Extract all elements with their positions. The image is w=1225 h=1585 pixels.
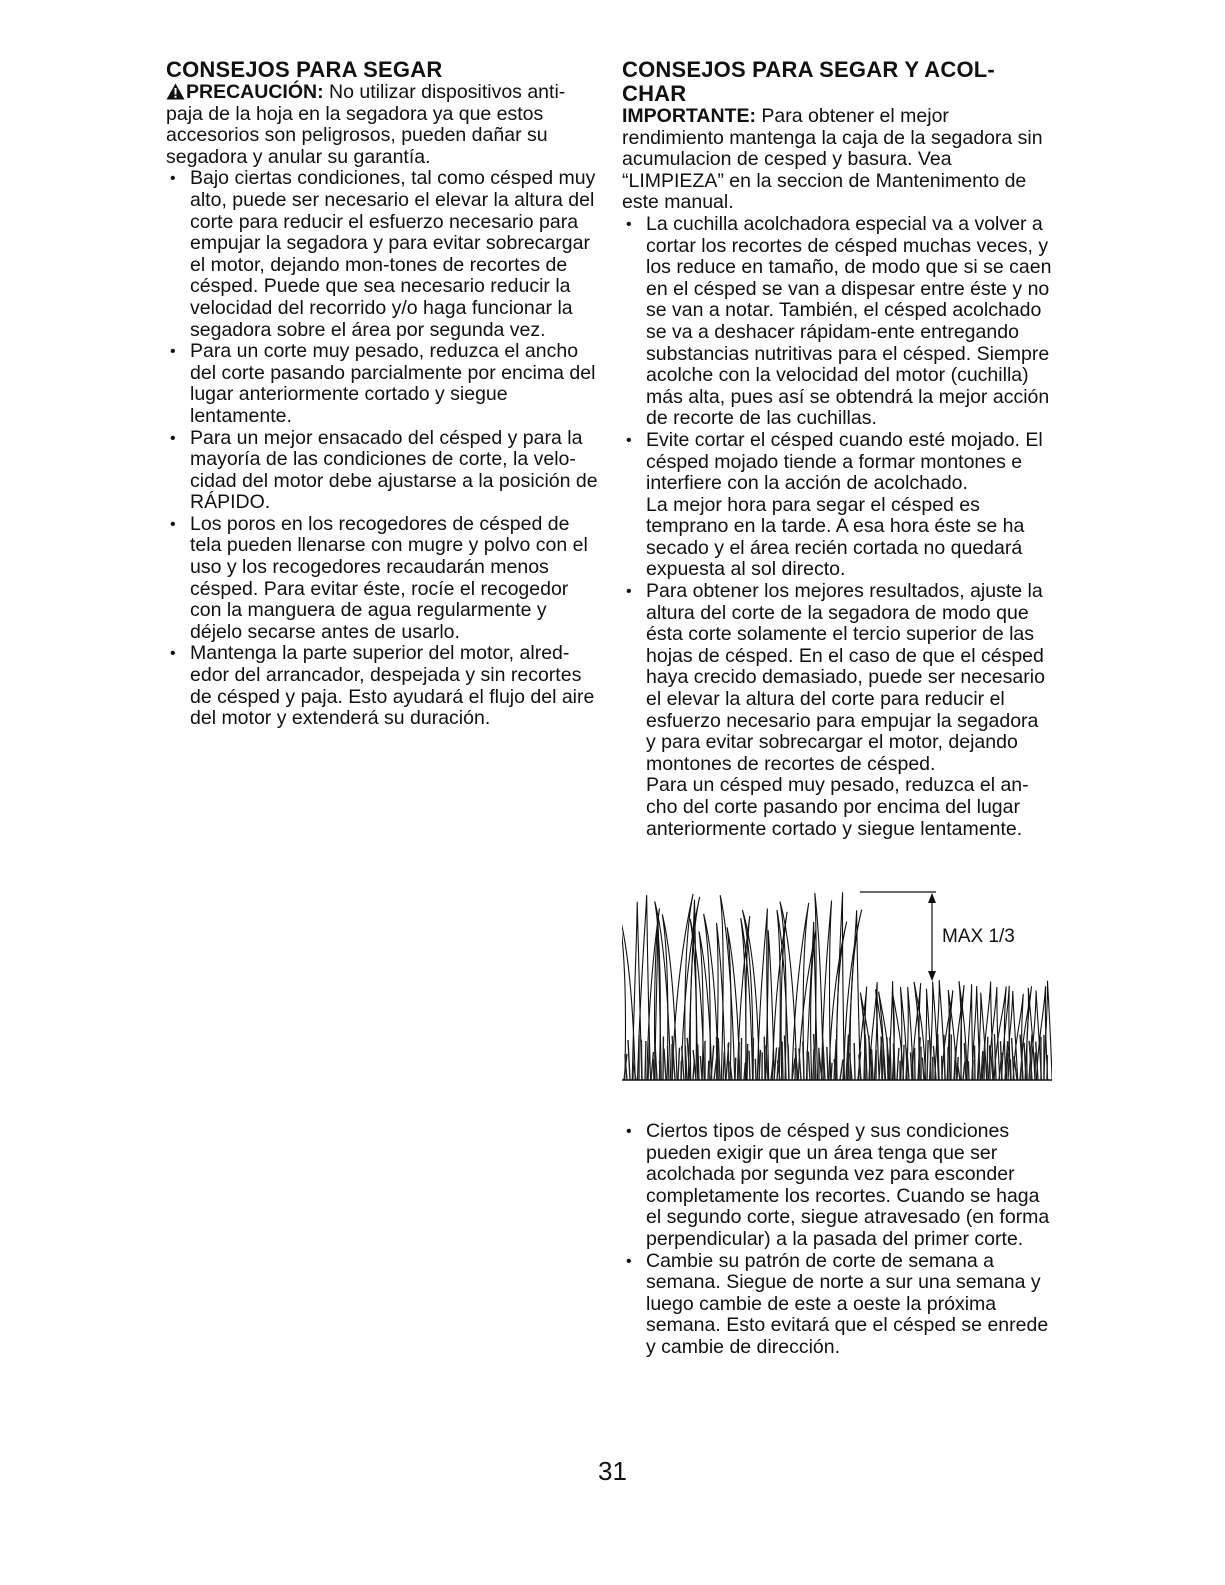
grass-shading	[927, 1040, 928, 1080]
list-item: • Los poros en los recogedores de césped de tela pueden llenarse con mugre y polvo con el uso y los recogedores recaudarán menos césped. Para evitar éste, rocíe el recogedor con la manguera de agua regularmente y déjelo secarse antes de usarlo.	[166, 514, 598, 644]
grass-blade	[869, 982, 879, 1080]
grass-shading	[984, 1044, 985, 1080]
mowing-tips-list	[166, 168, 598, 729]
tall-grass	[622, 892, 862, 1080]
grass-shading	[782, 1041, 783, 1080]
section-title-mowing-tips: CONSEJOS PARA SEGAR	[166, 57, 443, 82]
grass-shading	[808, 1052, 810, 1080]
important-text: Para obtener el mejor rendimiento mantenga la caja de la segadora sin acumulacion de cesped y basura. Vea “LIMPIEZA” en la seccion de Mantenimento de este manual.	[622, 105, 1043, 214]
grass-shading	[735, 1058, 736, 1080]
list-item: • Para un mejor ensacado del césped y para la mayoría de las condiciones de corte, la velo-cidad del motor debe ajustarse a la posición de RÁPIDO.	[166, 428, 598, 514]
grass-shading	[700, 1056, 702, 1080]
grass-shading	[911, 1052, 912, 1080]
list-item: • La cuchilla acolchadora especial va a volver a cortar los recortes de césped muchas veces, y los reduce en tamaño, de modo que si se caen en el césped se van a dispesar entre éste y no se van a notar. También, el césped acolchado se va a deshacer rápidam-ente entregando substancias nutritivas para el césped. Siempre acolche con la velocidad del motor (cuchilla) más alta, pues así se obtendrá la mejor acción de recorte de las cuchillas.	[622, 214, 1052, 430]
list-item: • Mantenga la parte superior del motor, alred-edor del arrancador, despejada y sin recortes de césped y paja. Esto ayudará el flujo del aire del motor y extenderá su duración.	[166, 643, 598, 729]
grass-shading	[741, 1038, 742, 1080]
grass-shading	[664, 1049, 666, 1080]
important-label: IMPORTANTE:	[622, 105, 756, 127]
grass-shading	[893, 1043, 894, 1080]
grass-shading	[755, 1059, 756, 1080]
list-item: • Para un corte muy pesado, reduzca el ancho del corte pasando parcialmente por encima del lugar anteriormente cortado y siegue lentamente.	[166, 341, 598, 427]
important-paragraph	[622, 106, 1052, 214]
grass-shading	[963, 1062, 965, 1080]
right-column	[622, 58, 1052, 840]
grass-shading	[897, 1048, 899, 1080]
grass-shading	[890, 1037, 891, 1080]
grass-shading	[903, 1045, 904, 1080]
left-column	[166, 58, 598, 730]
list-item	[622, 581, 1052, 840]
short-grass	[859, 980, 1052, 1080]
grass-shading	[716, 1037, 717, 1080]
right-column-lower	[622, 1121, 1052, 1359]
grass-shading	[1024, 1043, 1026, 1080]
grass-shading	[788, 1044, 789, 1080]
grass-shading	[827, 1047, 828, 1080]
grass-shading	[641, 1040, 642, 1080]
grass-cut-height-figure	[622, 884, 1052, 1100]
mulching-tips-list-continued	[622, 1121, 1052, 1359]
caution-paragraph	[166, 82, 598, 168]
grass-shading	[854, 1043, 855, 1080]
arrow-up-icon	[928, 893, 936, 903]
grass-shading	[764, 1037, 765, 1080]
grass-shading	[678, 1048, 679, 1080]
grass-shading	[974, 1046, 975, 1080]
list-item-text: • Evite cortar el césped cuando esté mojado. El césped mojado tiende a formar montones e interfiere con la acción de acolchado.	[646, 428, 1043, 495]
list-item-text: La mejor hora para segar el césped es temprano en la tarde. A esa hora éste se ha secado y el área recién cortada no quedará expuesta al sol directo.	[646, 493, 1025, 581]
list-item-text: • Para obtener los mejores resultados, ajuste la altura del corte de la segadora de modo que ésta corte solamente el tercio superior de las hojas de césped. En el caso de que el césped haya crecido demasiado, puede ser necesario el elevar la altura del corte para reducir el esfuerzo necesario para empujar la segadora y para evitar sobrecargar el motor, dejando montones de recortes de césped.	[646, 580, 1045, 775]
max-third-label: MAX 1/3	[942, 926, 1015, 947]
section-title-mulching-tips: CONSEJOS PARA SEGAR Y ACOL-CHAR	[622, 57, 995, 106]
grass-shading	[887, 1037, 888, 1080]
grass-shading	[749, 1051, 750, 1080]
grass-shading	[653, 1059, 654, 1080]
caution-text: No utilizar dispositivos anti-paja de la hoja en la segadora ya que estos accesorios son peligrosos, pueden dañar su segadora y anular su garantía.	[166, 81, 566, 168]
grass-shading	[708, 1061, 709, 1080]
grass-shading	[723, 1052, 724, 1080]
grass-shading	[728, 1044, 729, 1080]
grass-shading	[922, 1057, 924, 1080]
list-item: • Bajo ciertas condiciones, tal como césped muy alto, puede ser necesario el elevar la altura del corte para reducir el esfuerzo necesario para empujar la segadora y para evitar sobrecargar el motor, dejando mon-tones de recortes de césped. Puede que sea necesario reducir la velocidad del recorrido y/o haga funcionar la segadora sobre el área por segunda vez.	[166, 168, 598, 341]
grass-shading	[1000, 1041, 1002, 1080]
list-item: • Cambie su patrón de corte de semana a semana. Siegue de norte a sur una semana y luego cambie de este a oeste la próxima semana. Esto evitará que el césped se enrede y cambie de dirección.	[622, 1251, 1052, 1359]
caution-label: PRECAUCIÓN:	[186, 81, 324, 103]
grass-shading	[908, 1057, 909, 1080]
grass-shading	[813, 1049, 814, 1080]
grass-shading	[1012, 1038, 1014, 1080]
grass-shading	[881, 1036, 882, 1080]
list-item	[622, 430, 1052, 581]
grass-shading	[968, 1061, 969, 1080]
grass-shading	[645, 1041, 646, 1080]
grass-shading	[1010, 1059, 1011, 1080]
grass-blade	[792, 903, 809, 1080]
grass-blade	[742, 910, 759, 1080]
list-item: • Ciertos tipos de césped y sus condiciones pueden exigir que un área tenga que ser acolchada por segunda vez para esconder completamente los recortes. Cuando se haga el segundo corte, siegue atravesado (en forma perpendicular) a la pasada del primer corte.	[622, 1121, 1052, 1251]
mulching-tips-list	[622, 214, 1052, 840]
grass-illustration	[622, 884, 1052, 1100]
grass-shading	[628, 1040, 630, 1080]
list-item-text: Para un césped muy pesado, reduzca el an-cho del corte pasando por encima del lugar anteriormente cortado y siegue lentamente.	[646, 774, 1029, 840]
page-number: 31	[598, 1456, 627, 1486]
arrow-down-icon	[928, 971, 936, 981]
grass-shading	[987, 1037, 988, 1080]
grass-shading	[831, 1063, 832, 1080]
grass-shading	[747, 1044, 748, 1080]
grass-shading	[668, 1046, 669, 1080]
warning-triangle-icon	[166, 83, 185, 100]
